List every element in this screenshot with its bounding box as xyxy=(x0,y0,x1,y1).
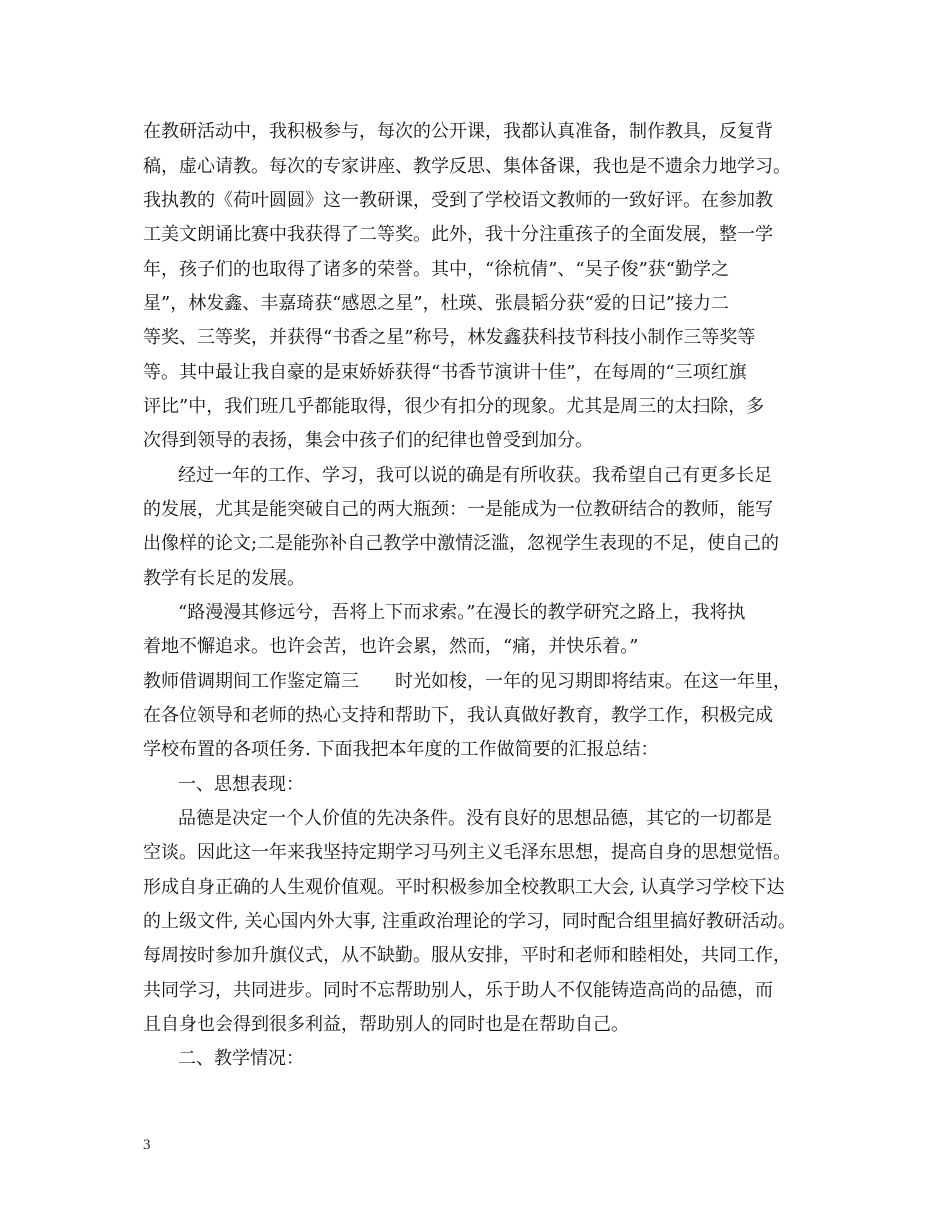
subheading: 二、教学情况： xyxy=(178,1048,304,1069)
text-line: 在教研活动中，我积极参与，每次的公开课，我都认真准备，制作教具，反复背 xyxy=(143,121,773,142)
text-line: 等。其中最让我自豪的是束娇娇获得“书香节演讲十佳”，在每周的“三项红旗 xyxy=(143,362,747,383)
text-line: 品德是决定一个人价值的先决条件。没有良好的思想品德，其它的一切都是 xyxy=(178,808,772,829)
text-line: 等奖、三等奖，并获得“书香之星”称号，林发鑫获科技节科技小制作三等奖等 xyxy=(143,327,756,348)
text-line: 学校布置的各项任务. 下面我把本年度的工作做简要的汇报总结： xyxy=(143,739,659,760)
text-line: 在各位领导和老师的热心支持和帮助下，我认真做好教育，教学工作，积极完成 xyxy=(143,705,773,726)
text-line: 稿，虚心请教。每次的专家讲座、教学反思、集体备课，我也是不遗余力地学习。 xyxy=(143,156,791,177)
subheading: 一、思想表现： xyxy=(178,774,304,795)
text-line: 且自身也会得到很多利益，帮助别人的同时也是在帮助自己。 xyxy=(143,1014,629,1035)
text-line xyxy=(143,667,811,697)
text-line: 教学有长足的发展。 xyxy=(143,568,305,589)
text-run: 时光如梭，一年的见习期即将结束。在这一年里， xyxy=(395,671,791,692)
text-line: 次得到领导的表扬，集会中孩子们的纪律也曾受到加分。 xyxy=(143,430,593,451)
text-line: 星”，林发鑫、丰嘉琦获“感恩之星”，杜瑛、张晨韬分获“爱的日记”接力二 xyxy=(143,293,730,314)
text-line: 年，孩子们的也取得了诸多的荣誉。其中，“徐杭倩”、“吴子俊”获“勤学之 xyxy=(143,259,730,280)
text-line: 工美文朗诵比赛中我获得了二等奖。此外，我十分注重孩子的全面发展，整一学 xyxy=(143,224,773,245)
text-line: 空谈。因此这一年来我坚持定期学习马列主义毛泽东思想，提高自身的思想觉悟。 xyxy=(143,842,791,863)
text-line: 经过一年的工作、学习，我可以说的确是有所收获。我希望自己有更多长足 xyxy=(178,465,772,486)
page-number: 3 xyxy=(143,1137,151,1153)
text-line: 的发展，尤其是能突破自己的两大瓶颈：一是能成为一位教研结合的教师，能写 xyxy=(143,499,773,520)
text-line: 每周按时参加升旗仪式，从不缺勤。服从安排，平时和老师和睦相处，共同工作， xyxy=(143,945,791,966)
text-line: 的上级文件, 关心国内外大事, 注重政治理论的学习，同时配合组里搞好教研活动。 xyxy=(143,911,796,932)
text-line: 评比”中，我们班几乎都能取得，很少有扣分的现象。尤其是周三的太扫除，多 xyxy=(143,396,765,417)
text-line: “路漫漫其修远兮，吾将上下而求索。”在漫长的教学研究之路上，我将执 xyxy=(178,602,746,623)
text-line: 着地不懈追求。也许会苦，也许会累，然而，“痛，并快乐着。” xyxy=(143,636,639,657)
section-heading: 教师借调期间工作鉴定篇三 xyxy=(143,671,359,692)
text-line: 我执教的《荷叶圆圆》这一教研课，受到了学校语文教师的一致好评。在参加教 xyxy=(143,190,773,211)
text-line: 形成自身正确的人生观价值观。平时积极参加全校教职工大会, 认真学习学校下达 xyxy=(143,877,785,898)
text-line: 出像样的论文;二是能弥补自己教学中激情泛滥，忽视学生表现的不足，使自己的 xyxy=(143,533,780,554)
text-line: 共同学习，共同进步。同时不忘帮助别人，乐于助人不仅能铸造高尚的品德，而 xyxy=(143,980,773,1001)
